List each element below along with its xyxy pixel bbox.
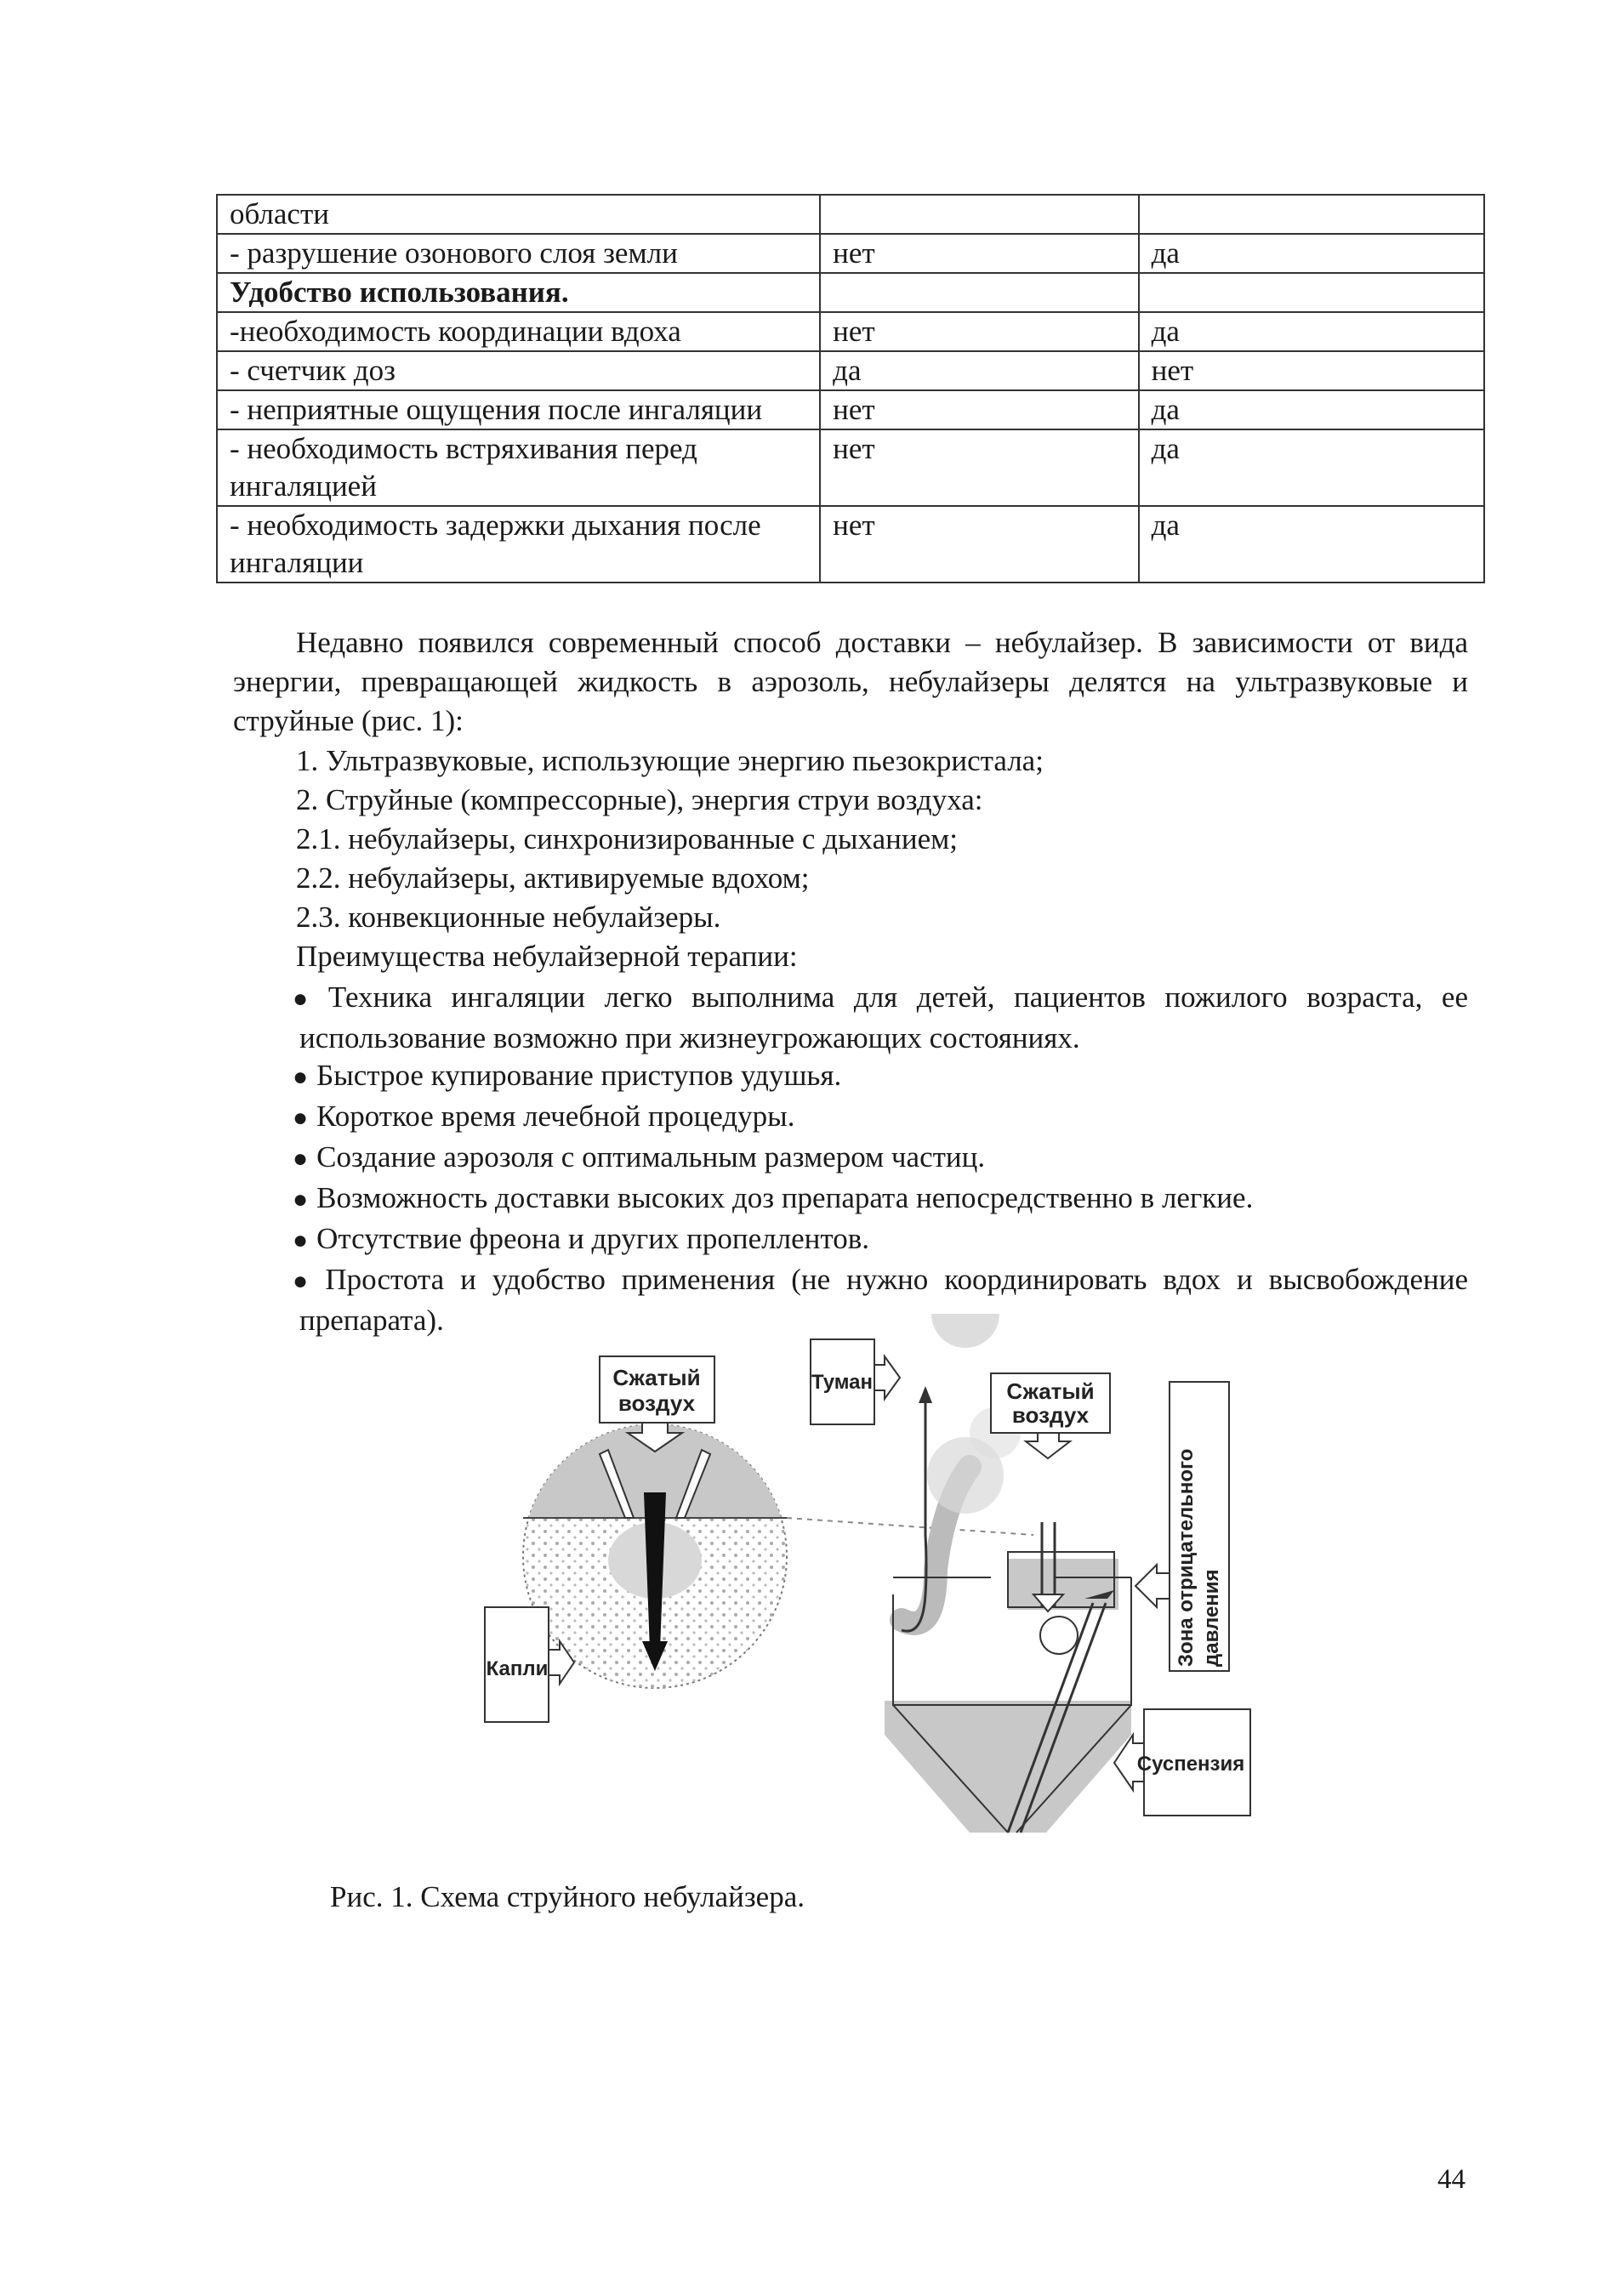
bullet-icon: ● (293, 1104, 309, 1132)
table-cell-value-1: нет (820, 234, 1138, 273)
table-cell-value-1: нет (820, 390, 1138, 429)
table-row (217, 312, 1484, 351)
svg-text:Туман: Туман (811, 1371, 874, 1394)
table-cell-value-1: нет (820, 506, 1138, 583)
table-cell-criterion: - необходимость встряхивания перед ингаляцией (217, 429, 820, 506)
list-item: 2.2. небулайзеры, активируемые вдохом; (296, 861, 810, 895)
table-cell-value-2 (1139, 195, 1484, 234)
list-item: 2.3. конвекционные небулайзеры. (296, 901, 721, 934)
svg-text:Зона отрицательного: Зона отрицательного (1175, 1448, 1198, 1667)
page-number: 44 (1437, 2164, 1465, 2195)
bullet-icon: ● (293, 1267, 317, 1295)
table-cell-value-1: нет (820, 312, 1138, 351)
suspension-label (1114, 1709, 1250, 1816)
table-cell-value-2: да (1139, 506, 1484, 583)
svg-text:Капли: Капли (486, 1657, 549, 1680)
svg-text:Сжатый: Сжатый (1006, 1378, 1095, 1404)
intro-paragraph: Недавно появился современный способ доставки – небулайзер. В зависимости от вида энергии, превращающей жидкость в аэрозоль, небулайзеры делятся на ультразвуковые и струйные (рис. 1): (233, 626, 1468, 737)
table-row (217, 195, 1484, 234)
bullet-item: ● Отсутствие фреона и других пропеллентов. (293, 1222, 869, 1255)
comparison-table (216, 194, 1485, 583)
table-cell-criterion: - счетчик доз (217, 351, 820, 390)
table-cell-value-2: нет (1139, 351, 1484, 390)
svg-text:воздух: воздух (617, 1390, 696, 1416)
advantages-heading: Преимущества небулайзерной терапии: (296, 940, 798, 973)
negative-pressure-label (1135, 1382, 1229, 1671)
bullet-item: ● Быстрое купирование приступов удушья. (293, 1059, 842, 1092)
bullet-icon: ● (293, 1145, 309, 1173)
bullet-item: ● Возможность доставки высоких доз препарата непосредственно в легкие. (293, 1181, 1254, 1214)
table-cell-value-2: да (1139, 312, 1484, 351)
table-cell-criterion: -необходимость координации вдоха (217, 312, 820, 351)
list-item: 2.1. небулайзеры, синхронизированные с дыханием; (296, 822, 958, 855)
table-cell-value-2: да (1139, 390, 1484, 429)
table-cell-value-2: да (1139, 234, 1484, 273)
bullet-item: ● Создание аэрозоля с оптимальным размером частиц. (293, 1140, 986, 1174)
table-cell-value-1 (820, 273, 1138, 312)
bullet-icon: ● (293, 1185, 309, 1213)
table-cell-value-2: да (1139, 429, 1484, 506)
svg-text:воздух: воздух (1011, 1402, 1090, 1428)
svg-text:Сжатый: Сжатый (612, 1365, 701, 1390)
bullet-item: ● Простота и удобство применения (не нужно координировать вдох и высвобождение препарата). (293, 1263, 1469, 1337)
bullet-item: ● Короткое время лечебной процедуры. (293, 1100, 795, 1133)
fog-label (811, 1339, 900, 1424)
table-cell-criterion: - необходимость задержки дыхания после ингаляции (217, 506, 820, 583)
table-cell-value-2 (1139, 273, 1484, 312)
list-item: 2. Струйные (компрессорные), энергия струи воздуха: (296, 783, 983, 816)
table-cell-value-1: да (820, 351, 1138, 390)
bullet-icon: ● (293, 985, 320, 1013)
table-cell-criterion: - неприятные ощущения после ингаляции (217, 390, 820, 429)
table-row (217, 506, 1484, 583)
list-item: 1. Ультразвуковые, использующие энергию пьезокристала; (296, 744, 1044, 777)
nebulizer-diagram (459, 1314, 1267, 1875)
bullet-item: ● Техника ингаляции легко выполнима для детей, пациентов пожилого возраста, ее использование возможно при жизнеугрожающих состояниях. (293, 980, 1468, 1054)
table-row (217, 429, 1484, 506)
table-row (217, 273, 1484, 312)
bullet-icon: ● (293, 1226, 309, 1254)
figure-caption: Рис. 1. Схема струйного небулайзера. (330, 1880, 805, 1913)
svg-text:давления: давления (1200, 1569, 1223, 1667)
table-cell-value-1 (820, 195, 1138, 234)
table-row (217, 234, 1484, 273)
table-cell-criterion: Удобство использования. (217, 273, 820, 312)
table-cell-criterion: - разрушение озонового слоя земли (217, 234, 820, 273)
bullet-icon: ● (293, 1063, 309, 1091)
table-cell-value-1: нет (820, 429, 1138, 506)
table-row (217, 351, 1484, 390)
svg-text:Суспензия: Суспензия (1136, 1753, 1245, 1776)
table-cell-criterion: области (217, 195, 820, 234)
table-row (217, 390, 1484, 429)
